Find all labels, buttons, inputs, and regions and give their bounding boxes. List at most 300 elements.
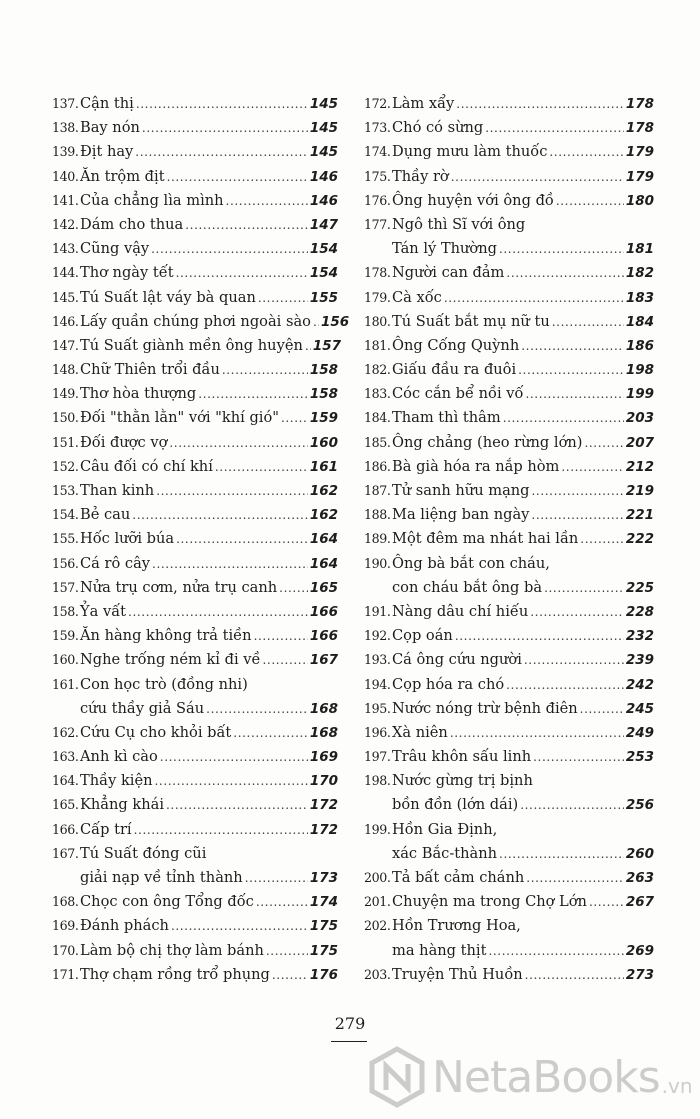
toc-entry-page: 154	[309, 241, 338, 258]
toc-entry-page: 180	[625, 192, 654, 209]
toc-entry-title: Chuyện ma trong Chợ Lớn	[392, 893, 587, 911]
toc-entry-number: 164.	[52, 773, 79, 789]
toc-entry-page: 145	[309, 144, 338, 161]
toc-entry-title: ma hàng thịt	[392, 941, 487, 959]
toc-entry-title: Nửa trụ cơm, nửa trụ canh	[80, 578, 278, 596]
watermark-domain: .vn	[661, 1074, 693, 1098]
toc-entry-title: Của chẳng lìa mình	[80, 191, 224, 209]
toc-entry	[52, 358, 338, 382]
toc-entry	[364, 963, 654, 987]
dot-leader	[171, 914, 308, 938]
toc-entry-page: 256	[625, 797, 654, 814]
toc-entry-number: 142.	[52, 216, 79, 232]
toc-entry	[364, 648, 654, 672]
toc-entry-title: Chữ Thiên trổi đầu	[80, 361, 220, 379]
toc-entry	[364, 358, 654, 382]
dot-leader	[561, 455, 623, 479]
toc-entry	[364, 818, 654, 866]
toc-entry-title: Chọc con ông Tổng đốc	[80, 893, 254, 911]
toc-entry	[52, 261, 338, 285]
toc-entry-page: 168	[309, 724, 338, 741]
toc-entry-title: Tú Suất đóng cũi	[80, 844, 207, 862]
toc-entry-title: Hốc lưỡi búa	[80, 530, 175, 548]
toc-entry-page: 173	[309, 870, 338, 887]
dot-leader	[589, 890, 624, 914]
toc-entry-page: 199	[625, 386, 654, 403]
toc-entry-title: Đối "thằn lằn" với "khí gió"	[80, 409, 279, 427]
toc-entry	[364, 624, 654, 648]
toc-entry-number: 196.	[364, 724, 391, 740]
toc-entry-number: 173.	[364, 120, 391, 136]
dot-leader	[254, 624, 308, 648]
dot-leader	[499, 237, 624, 261]
dot-leader	[215, 455, 308, 479]
dot-leader	[167, 165, 308, 189]
toc-entry-title: Cứu Cụ cho khỏi bất	[80, 723, 232, 741]
toc-entry-title: Cọp hóa ra chó	[392, 675, 505, 693]
toc-entry-number: 175.	[364, 168, 391, 184]
toc-entry-page: 219	[625, 483, 654, 500]
toc-entry-page: 273	[625, 966, 654, 983]
toc-entry-title: xác Bắc-thành	[392, 844, 498, 862]
toc-entry-page: 164	[309, 531, 338, 548]
dot-leader	[584, 431, 623, 455]
toc-entry-title: Cấp trí	[80, 820, 132, 838]
toc-entry-page: 155	[309, 289, 338, 306]
toc-entry-page: 253	[625, 749, 654, 766]
toc-entry-number: 177.	[364, 216, 391, 232]
toc-entry	[52, 552, 338, 576]
toc-entry-page: 176	[309, 966, 338, 983]
toc-entry-number: 176.	[364, 192, 391, 208]
toc-entry-page: 165	[309, 579, 338, 596]
toc-entry-title: Bà già hóa ra nắp hòm	[392, 457, 560, 475]
toc-entry-number: 161.	[52, 676, 79, 692]
toc-entry-title: Thầy kiện	[80, 772, 153, 790]
toc-entry	[364, 213, 654, 261]
dot-leader	[444, 286, 624, 310]
toc-entry	[364, 866, 654, 890]
toc-entry-page: 145	[309, 120, 338, 137]
toc-entry-title: Cá rô cây	[80, 554, 151, 572]
toc-entry	[364, 406, 654, 430]
dot-leader	[450, 721, 624, 745]
dot-leader	[455, 624, 624, 648]
toc-entry	[52, 721, 338, 745]
toc-entry-number: 167.	[52, 845, 79, 861]
toc-entry	[52, 576, 338, 600]
dot-leader	[305, 334, 311, 358]
toc-entry-title: Lấy quần chúng phơi ngoài sào	[80, 312, 311, 330]
toc-entry-number: 179.	[364, 289, 391, 305]
toc-entry	[364, 673, 654, 697]
dot-leader	[532, 479, 624, 503]
toc-entry-title: Ăn trộm địt	[80, 167, 165, 185]
toc-entry	[364, 890, 654, 914]
toc-right-column	[364, 92, 654, 987]
toc-entry-page: 158	[309, 362, 338, 379]
toc-left-column	[52, 92, 350, 987]
toc-entry	[52, 213, 338, 237]
toc-entry-title: Thơ hòa thượng	[80, 385, 197, 403]
toc-entry-title: Thầy rờ	[392, 167, 449, 185]
toc-entry-number: 163.	[52, 749, 79, 765]
toc-entry-title: Tả bất cảm chánh	[392, 869, 525, 887]
toc-entry	[52, 503, 338, 527]
dot-leader	[132, 503, 308, 527]
toc-entry-number: 203.	[364, 966, 391, 982]
dot-leader	[552, 310, 624, 334]
dot-leader	[272, 963, 308, 987]
toc-entry-title: Ỷa vất	[80, 602, 127, 620]
toc-entry-page: 166	[309, 603, 338, 620]
toc-entry	[52, 189, 338, 213]
toc-entry-page: 178	[625, 96, 654, 112]
toc-entry-page: 172	[309, 821, 338, 838]
dot-leader	[580, 697, 624, 721]
toc-entry-page: 260	[625, 845, 654, 862]
toc-entry-title: Tú Suất lật váy bà quan	[80, 288, 256, 306]
dot-leader	[525, 382, 623, 406]
toc-entry-page: 147	[309, 216, 338, 233]
toc-entry	[52, 92, 338, 116]
toc-entry-title: Bẻ cau	[80, 506, 131, 524]
toc-entry-title: Giấu đầu ra đuôi	[392, 361, 517, 379]
toc-entry-number: 140.	[52, 168, 79, 184]
toc-entry-number: 143.	[52, 241, 79, 257]
toc-entry-page: 221	[625, 507, 654, 524]
dot-leader	[151, 237, 308, 261]
dot-leader	[524, 648, 624, 672]
toc-entry-page: 146	[309, 192, 338, 209]
toc-entry-page: 249	[625, 724, 654, 741]
toc-entry-number: 147.	[52, 337, 79, 353]
toc-entry-title: Ma liệng ban ngày	[392, 506, 530, 524]
toc-entry	[52, 527, 338, 551]
toc-entry	[364, 116, 654, 140]
toc-entry	[364, 334, 654, 358]
toc-entry	[364, 600, 654, 624]
toc-entry-title: Cà xốc	[392, 288, 442, 306]
toc-entry-number: 193.	[364, 652, 391, 668]
dot-leader	[152, 552, 308, 576]
toc-entry	[364, 140, 654, 164]
toc-entry-number: 189.	[364, 531, 391, 547]
toc-entry	[52, 890, 338, 914]
toc-entry-number: 145.	[52, 289, 79, 305]
toc-entry	[364, 310, 654, 334]
toc-entry	[52, 648, 338, 672]
toc-entry-number: 195.	[364, 700, 391, 716]
dot-leader	[556, 189, 624, 213]
toc-entry	[364, 286, 654, 310]
toc-entry-number: 151.	[52, 434, 79, 450]
toc-entry	[364, 261, 654, 285]
toc-entry-number: 190.	[364, 555, 391, 571]
toc-entry-page: 145	[309, 96, 338, 112]
toc-entry-title: con cháu bắt ông bà	[392, 578, 543, 596]
toc-entry-page: 222	[625, 531, 654, 548]
toc-entry-page: 242	[625, 676, 654, 693]
toc-entry-page: 158	[309, 386, 338, 403]
dot-leader	[531, 503, 623, 527]
toc-entry-number: 159.	[52, 628, 79, 644]
toc-entry	[52, 406, 338, 430]
toc-entry-title: Nghe trống ném kỉ đi về	[80, 651, 261, 669]
toc-entry	[364, 455, 654, 479]
toc-entry-title: Tú Suất bắt mụ nữ tu	[392, 312, 550, 330]
toc-entry-title: Ăn hàng không trả tiền	[80, 627, 252, 645]
toc-entry	[52, 310, 350, 334]
dot-leader	[128, 600, 308, 624]
toc-entry-number: 174.	[364, 144, 391, 160]
toc-entry-title: Câu đối có chí khí	[80, 457, 213, 475]
dot-leader	[506, 673, 624, 697]
page-number-rule	[331, 1041, 367, 1042]
toc-entry	[52, 479, 338, 503]
toc-entry	[364, 552, 654, 600]
toc-entry-title: Nước nóng trừ bệnh điên	[392, 699, 578, 717]
toc-entry-title: Dám cho thua	[80, 215, 184, 233]
toc-entry-page: 157	[312, 337, 342, 354]
toc-entry-title: Cọp oán	[392, 627, 453, 645]
toc-entry-number: 178.	[364, 265, 391, 281]
toc-entry-number: 200.	[364, 870, 391, 886]
toc-entry	[52, 914, 338, 938]
dot-leader	[520, 793, 624, 817]
toc-entry	[52, 455, 338, 479]
toc-entry-page: 186	[625, 337, 654, 354]
toc-entry-number: 192.	[364, 628, 391, 644]
toc-entry-page: 174	[309, 894, 338, 911]
dot-leader	[525, 963, 624, 987]
toc-entry-title: Anh kì cào	[80, 748, 158, 766]
dot-leader	[521, 334, 624, 358]
toc-entry-title: Thơ ngày tết	[80, 264, 174, 282]
toc-entry-title: Ngô thì Sĩ với ông	[392, 215, 526, 233]
toc-entry-page: 154	[309, 265, 338, 282]
toc-entry-number: 162.	[52, 724, 79, 740]
toc-entry	[364, 479, 654, 503]
toc-entry-page: 172	[309, 797, 338, 814]
toc-entry-number: 141.	[52, 192, 79, 208]
toc-entry-title: Cũng vậy	[80, 240, 150, 258]
dot-leader	[245, 866, 308, 890]
toc-entry	[364, 527, 654, 551]
dot-leader	[499, 842, 624, 866]
toc-entry-title: cứu thầy giả Sáu	[80, 699, 205, 717]
toc-entry-page: 267	[625, 894, 654, 911]
toc-entry-title: Đối được vợ	[80, 433, 168, 451]
toc-entry-number: 183.	[364, 386, 391, 402]
toc-entry-number: 144.	[52, 265, 79, 281]
dot-leader	[222, 358, 308, 382]
toc-entry-title: Cóc cắn bể nồi vố	[392, 385, 524, 403]
toc-entry-number: 138.	[52, 120, 79, 136]
toc-entry-number: 148.	[52, 362, 79, 378]
toc-entry-title: Hồn Trương Hoa,	[392, 917, 521, 935]
toc-entry-page: 160	[309, 434, 338, 451]
toc-entry-title: Nước gừng trị bịnh	[392, 772, 533, 790]
dot-leader	[279, 576, 308, 600]
toc-entry-number: 197.	[364, 749, 391, 765]
dot-leader	[503, 406, 624, 430]
toc-entry	[52, 818, 338, 842]
toc-entry-title: Than kinh	[80, 482, 155, 499]
toc-entry-page: 203	[625, 410, 654, 427]
toc-entry-title: Nàng dâu chí hiếu	[392, 602, 529, 620]
netabooks-logo-icon	[368, 1046, 426, 1108]
toc-entry-page: 167	[309, 652, 338, 669]
dot-leader	[185, 213, 308, 237]
toc-entry	[52, 624, 338, 648]
watermark-brand: NetaBooks	[432, 1051, 660, 1103]
dot-leader	[266, 939, 308, 963]
toc-entry	[52, 673, 338, 721]
dot-leader	[262, 648, 307, 672]
toc-entry	[52, 334, 342, 358]
toc-entry-page: 225	[625, 579, 654, 596]
dot-leader	[166, 793, 308, 817]
watermark	[368, 1044, 693, 1110]
toc-entry	[52, 382, 338, 406]
toc-entry-number: 165.	[52, 797, 79, 813]
toc-entry	[364, 165, 654, 189]
toc-entry-title: Ông chảng (heo rừng lớn)	[392, 433, 583, 451]
toc-entry-page: 182	[625, 265, 654, 282]
dot-leader	[485, 116, 624, 140]
toc-entry-title: Hồn Gia Định,	[392, 820, 498, 838]
toc-entry-title: Cá ông cứu người	[392, 651, 522, 669]
toc-entry-title: Bay nón	[80, 119, 140, 137]
dot-leader	[176, 527, 308, 551]
toc-entry	[364, 745, 654, 769]
dot-leader	[226, 189, 308, 213]
toc-entry-number: 149.	[52, 386, 79, 402]
toc-entry-number: 152.	[52, 458, 79, 474]
dot-leader	[256, 890, 308, 914]
toc-entry-number: 191.	[364, 603, 391, 619]
toc-entry	[52, 745, 338, 769]
toc-entry-title: Con học trò (đồng nhi)	[80, 675, 248, 693]
dot-leader	[233, 721, 308, 745]
toc-entry-page: 162	[309, 507, 338, 524]
toc-entry-number: 139.	[52, 144, 79, 160]
dot-leader	[134, 818, 308, 842]
toc-entry-page: 175	[309, 942, 338, 959]
toc-entry-page: 212	[625, 458, 654, 475]
dot-leader	[488, 939, 623, 963]
toc-entry-title: giải nạp về tỉnh thành	[80, 869, 243, 887]
dot-leader	[206, 697, 308, 721]
toc-entry-number: 137.	[52, 96, 79, 111]
toc-entry-number: 188.	[364, 507, 391, 523]
toc-entry-title: Ông bà bắt con cháu,	[392, 554, 550, 572]
toc-entry-title: bồn đồn (lớn dái)	[392, 796, 519, 814]
toc-entry-page: 181	[625, 241, 654, 258]
dot-leader	[451, 165, 624, 189]
toc-entry-number: 198.	[364, 773, 391, 789]
toc-entry	[364, 769, 654, 817]
toc-entry-page: 207	[625, 434, 654, 451]
toc-entry-page: 263	[625, 870, 654, 887]
toc-entry-title: Trâu khôn sấu linh	[392, 748, 532, 766]
dot-leader	[176, 261, 308, 285]
toc-entry-number: 170.	[52, 942, 79, 958]
toc-entry-title: Chó có sừng	[392, 119, 484, 137]
dot-leader	[580, 527, 624, 551]
toc-entry-page: 179	[625, 168, 654, 185]
toc-entry-number: 158.	[52, 603, 79, 619]
toc-entry-page: 156	[320, 313, 350, 330]
dot-leader	[456, 92, 624, 116]
toc-entry-number: 181.	[364, 337, 391, 353]
toc-entry-number: 202.	[364, 918, 391, 934]
toc-entry-page: 169	[309, 749, 338, 766]
toc-entry	[364, 697, 654, 721]
toc-entry-number: 169.	[52, 918, 79, 934]
toc-entry-number: 155.	[52, 531, 79, 547]
toc-entry-title: Người can đảm	[392, 264, 505, 282]
toc-entry	[364, 382, 654, 406]
toc-entry	[364, 721, 654, 745]
toc-entry-number: 150.	[52, 410, 79, 426]
dot-leader	[530, 600, 624, 624]
toc-entry-title: Làm xẩy	[392, 95, 455, 112]
toc-entry-page: 161	[309, 458, 338, 475]
toc-entry	[52, 140, 338, 164]
toc-entry-title: Xà niên	[392, 723, 448, 741]
toc-entry-title: Tham thì thâm	[392, 409, 501, 427]
toc-entry-title: Tử sanh hữu mạng	[392, 482, 530, 500]
toc-entry	[52, 286, 338, 310]
toc-entry-page: 168	[309, 700, 338, 717]
toc-entry-page: 198	[625, 362, 654, 379]
toc-entry-page: 166	[309, 628, 338, 645]
toc-entry-number: 199.	[364, 821, 391, 837]
toc-entry-page: 178	[625, 120, 654, 137]
dot-leader	[549, 140, 623, 164]
toc-entry-title: Ông huyện với ông đồ	[392, 191, 554, 209]
toc-entry	[364, 914, 654, 962]
toc-entry-number: 182.	[364, 362, 391, 378]
toc-entry-title: Địt hay	[80, 143, 134, 161]
toc-entry-page: 175	[309, 918, 338, 935]
toc-entry-number: 146.	[52, 313, 79, 329]
dot-leader	[160, 745, 308, 769]
toc-entry	[52, 939, 338, 963]
toc-entry-number: 187.	[364, 483, 391, 499]
toc-entry	[364, 431, 654, 455]
toc-entry	[52, 165, 338, 189]
dot-leader	[135, 140, 308, 164]
toc-entry-title: Thợ chạm rồng trổ phụng	[80, 965, 270, 983]
dot-leader	[155, 769, 308, 793]
toc-entry	[364, 503, 654, 527]
toc-entry	[52, 793, 338, 817]
toc-entry-title: Một đêm ma nhát hai lần	[392, 530, 579, 548]
toc-entry-number: 172.	[364, 96, 391, 111]
dot-leader	[526, 866, 624, 890]
toc-entry-page: 164	[309, 555, 338, 572]
toc-entry	[52, 237, 338, 261]
dot-leader	[281, 406, 308, 430]
dot-leader	[142, 116, 308, 140]
toc-entry-number: 160.	[52, 652, 79, 668]
toc-entry-number: 168.	[52, 894, 79, 910]
dot-leader	[198, 382, 308, 406]
toc-entry	[52, 963, 338, 987]
